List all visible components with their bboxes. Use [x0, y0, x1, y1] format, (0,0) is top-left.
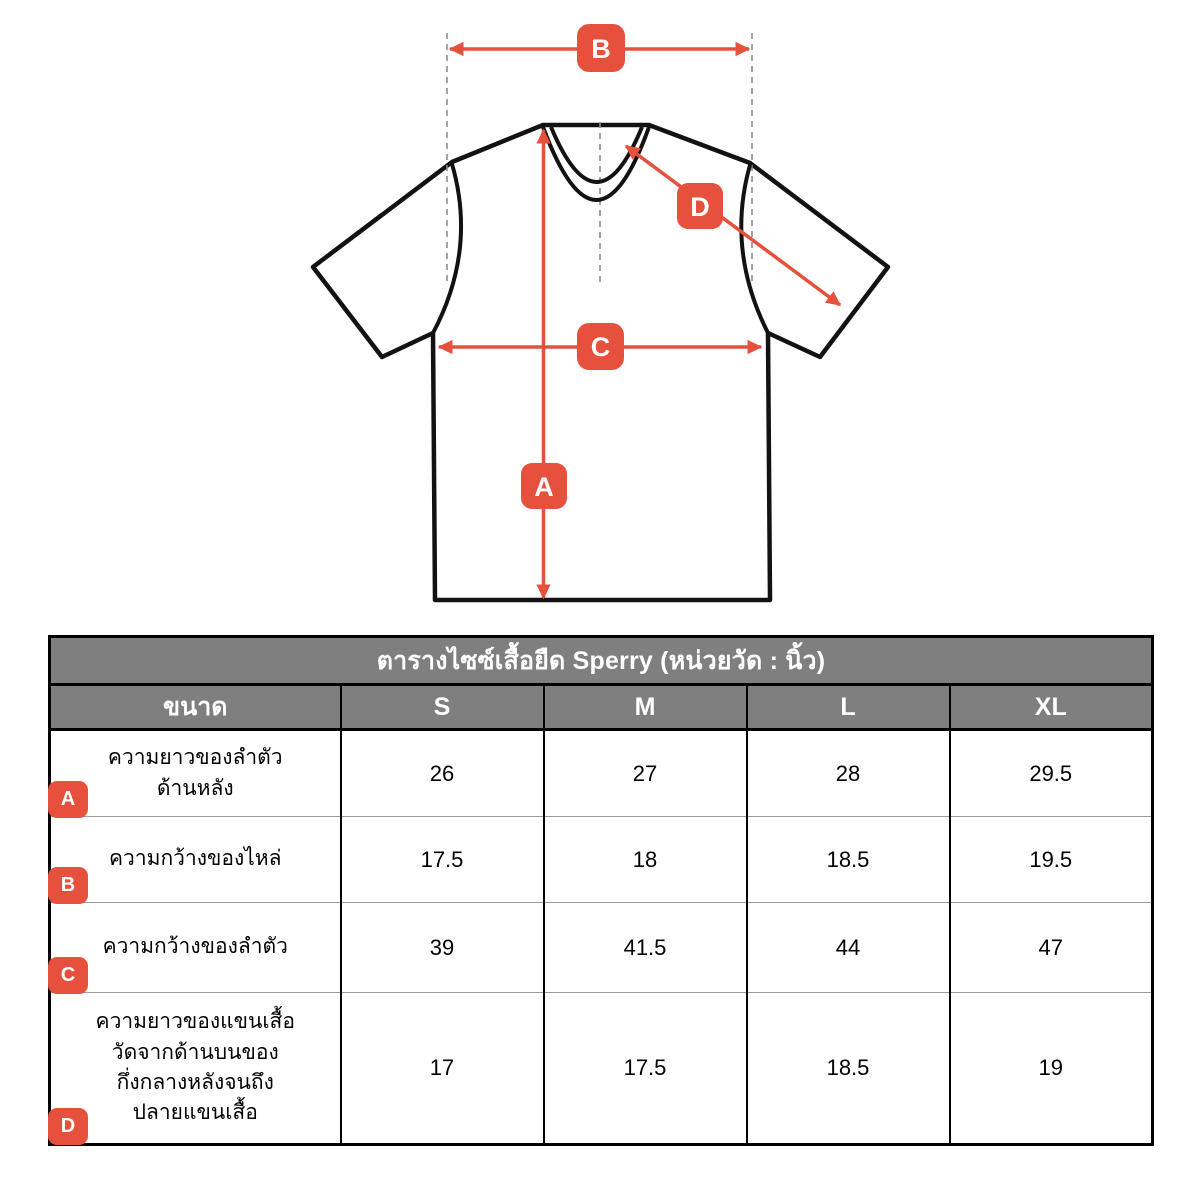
value-c-xl: 47 [950, 903, 1153, 993]
value-d-l: 18.5 [747, 993, 950, 1145]
table-row-a [50, 730, 1153, 817]
value-c-s: 39 [341, 903, 544, 993]
value-a-s: 26 [341, 730, 544, 817]
measurement-label-b-text: ความกว้างของไหล่ [108, 847, 282, 871]
value-c-m: 41.5 [544, 903, 747, 993]
value-d-xl: 19 [950, 993, 1153, 1145]
measurement-label-d [50, 993, 341, 1145]
row-badge-c: C [48, 957, 88, 994]
value-c-l: 44 [747, 903, 950, 993]
row-badge-d: D [48, 1108, 88, 1145]
table-title: ตารางไซซ์เสื้อยืด Sperry (หน่วยวัด : นิ้ว) [50, 637, 1153, 685]
column-header-s: S [341, 685, 544, 730]
table-row-b [50, 817, 1153, 903]
value-d-m: 17.5 [544, 993, 747, 1145]
measurement-label-d-text: ความยาวของแขนเสื้อ วัดจากด้านบนของ กึ่งกลางหลังจนถึง ปลายแขนเสื้อ [95, 1010, 295, 1125]
row-badge-a: A [48, 781, 88, 818]
column-header-m: M [544, 685, 747, 730]
value-a-m: 27 [544, 730, 747, 817]
table-row-d [50, 993, 1153, 1145]
column-header-l: L [747, 685, 950, 730]
measure-c-label: C [590, 332, 611, 362]
measurement-label-c [50, 903, 341, 993]
value-d-s: 17 [341, 993, 544, 1145]
measure-d-label: D [690, 192, 710, 222]
measurement-label-b [50, 817, 341, 903]
value-b-l: 18.5 [747, 817, 950, 903]
value-b-m: 18 [544, 817, 747, 903]
value-b-s: 17.5 [341, 817, 544, 903]
measure-a-label: A [534, 472, 554, 502]
measure-b [450, 24, 749, 72]
value-b-xl: 19.5 [950, 817, 1153, 903]
column-header-size: ขนาด [50, 685, 341, 730]
table-row-c [50, 903, 1153, 993]
value-a-l: 28 [747, 730, 950, 817]
size-table [48, 635, 1151, 1140]
measurement-label-a-text: ความยาวของลำตัว ด้านหลัง [107, 746, 283, 800]
measure-b-label: B [591, 34, 611, 64]
measurement-label-a [50, 730, 341, 817]
table-title-row [50, 637, 1153, 685]
row-badge-b: B [48, 867, 88, 904]
measurement-label-c-text: ความกว้างของลำตัว [102, 935, 288, 959]
value-a-xl: 29.5 [950, 730, 1153, 817]
column-header-xl: XL [950, 685, 1153, 730]
table-header-row [50, 685, 1153, 730]
